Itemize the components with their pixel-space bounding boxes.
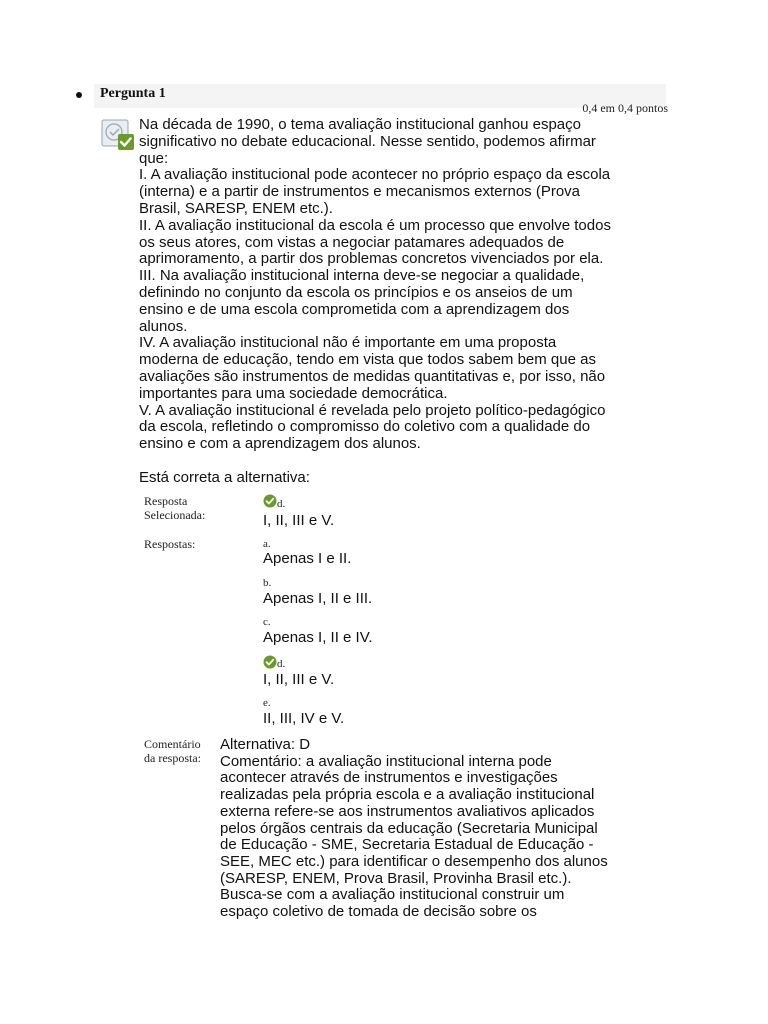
question-score: 0,4 em 0,4 pontos	[582, 101, 668, 115]
feedback-line: acontecer através de instrumentos e investigações	[220, 769, 558, 787]
question-text-line: Na década de 1990, o tema avaliação institucional ganhou espaço	[139, 116, 581, 133]
option-d-text: I, II, III e V.	[263, 671, 335, 688]
feedback-line: espaço coletivo de tomada de decisão sobre os	[220, 903, 537, 921]
feedback-line: (SARESP, ENEM, Prova Brasil, Provinha Brasil etc.).	[220, 869, 572, 887]
question-header	[94, 84, 666, 108]
question-text-line: IV. A avaliação institucional não é importante em uma proposta	[139, 334, 557, 352]
option-letter-c: c.	[263, 616, 271, 628]
feedback-line: Alternativa: D	[220, 736, 311, 753]
selected-answer-label	[144, 495, 205, 522]
option-c-text: Apenas I, II e IV.	[263, 629, 373, 646]
question-text-line: aprimoramento, a partir dos problemas concretos vivenciados por ela.	[139, 250, 604, 268]
correct-check-icon	[263, 494, 277, 508]
question-text-line: ensino e com a aprendizagem dos alunos.	[139, 435, 421, 453]
feedback-label	[144, 738, 201, 765]
question-text-line: II. A avaliação institucional da escola é um processo que envolve todos	[139, 216, 611, 234]
question-text-line: alunos.	[139, 317, 188, 335]
feedback-label-line1: Comentário	[144, 737, 201, 751]
option-letter-e: e.	[263, 697, 271, 709]
question-text-line: moderna de educação, tendo em vista que todos sabem bem que as	[139, 351, 596, 369]
question-text-line: III. Na avaliação institucional interna deve-se negociar a qualidade,	[139, 267, 585, 285]
question-text-line: da escola, refletindo o compromisso do coletivo com a qualidade do	[139, 418, 591, 436]
question-text	[139, 117, 639, 453]
feedback-line: realizadas pela própria escola e a avaliação institucional	[220, 786, 595, 804]
feedback-line: externa refere-se aos instrumentos avaliativos aplicados	[220, 802, 595, 820]
correct-answer-icon	[101, 117, 135, 151]
question-title: Pergunta 1	[100, 86, 166, 101]
selected-letter: d.	[277, 498, 286, 510]
question-text-line: (interna) e a partir de instrumentos e mecanismos externos (Prova	[139, 183, 581, 201]
bullet-icon	[76, 92, 82, 98]
feedback-line: pelos órgãos centrais da educação (Secretaria Municipal	[220, 819, 598, 837]
option-a-text: Apenas I e II.	[263, 550, 352, 567]
question-text-line: importantes para uma sociedade democrática.	[139, 384, 448, 402]
question-text-line: significativo no debate educacional. Nesse sentido, podemos afirmar	[139, 132, 596, 150]
selected-answer-text: I, II, III e V.	[263, 512, 335, 529]
question-prompt: Está correta a alternativa:	[139, 469, 310, 486]
question-text-line: ensino e de uma escola comprometida com a aprendizagem dos	[139, 300, 570, 318]
selected-label-line2: Selecionada:	[144, 507, 206, 522]
option-letter-b: b.	[263, 577, 272, 589]
feedback-line: Comentário: a avaliação institucional interna pode	[220, 752, 552, 770]
option-letter-a: a.	[263, 538, 271, 550]
question-text-line: V. A avaliação institucional é revelada pelo projeto político-pedagógico	[139, 401, 606, 419]
question-text-line: I. A avaliação institucional pode acontecer no próprio espaço da escola	[139, 166, 611, 184]
question-text-line: definindo no conjunto da escola os princípios e os anseios de um	[139, 283, 573, 301]
feedback-text	[220, 737, 620, 921]
option-e-text: II, III, IV e V.	[263, 710, 345, 727]
option-b-text: Apenas I, II e III.	[263, 590, 373, 607]
question-text-line: avaliações são instrumentos de medidas quantitativas e, por isso, não	[139, 367, 606, 385]
question-text-line: Brasil, SARESP, ENEM etc.).	[139, 199, 333, 217]
option-letter-d: d.	[277, 658, 286, 670]
answers-label: Respostas:	[144, 537, 196, 551]
feedback-line: Busca-se com a avaliação institucional construir um	[220, 886, 565, 904]
feedback-line: de Educação - SME, Secretaria Estadual de Educação -	[220, 836, 594, 854]
correct-check-icon	[263, 655, 277, 669]
selected-label-line1: Resposta	[144, 494, 188, 508]
feedback-line: SEE, MEC etc.) para identificar o desempenho dos alunos	[220, 852, 608, 870]
feedback-label-line2: da resposta:	[144, 750, 201, 765]
question-text-line: que:	[139, 149, 169, 167]
question-text-line: os seus atores, com vistas a negociar patamares adequados de	[139, 233, 565, 251]
